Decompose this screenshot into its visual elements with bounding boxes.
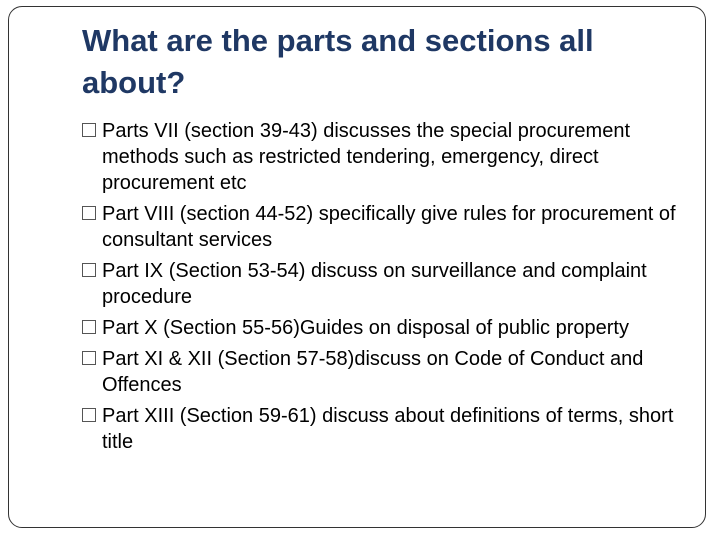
list-item [82, 403, 682, 455]
bullet-text: Part XIII (Section 59-61) discuss about definitions of terms, short title [102, 405, 674, 453]
bullet-list [82, 118, 682, 460]
bullet-text: Part XI & XII (Section 57-58)discuss on Code of Conduct and Offences [102, 348, 644, 396]
square-bullet-icon [82, 263, 96, 277]
square-bullet-icon [82, 320, 96, 334]
list-item [82, 258, 682, 310]
square-bullet-icon [82, 123, 96, 137]
bullet-text: Part X (Section 55-56)Guides on disposal of public property [102, 317, 629, 339]
bullet-text: Part IX (Section 53-54) discuss on surveillance and complaint procedure [102, 260, 647, 308]
list-item [82, 346, 682, 398]
square-bullet-icon [82, 351, 96, 365]
list-item [82, 315, 682, 341]
bullet-text: Part VIII (section 44-52) specifically give rules for procurement of consultant services [102, 203, 676, 251]
slide-title: What are the parts and sections all about? [82, 23, 594, 100]
square-bullet-icon [82, 206, 96, 220]
list-item [82, 201, 682, 253]
square-bullet-icon [82, 408, 96, 422]
list-item [82, 118, 682, 196]
bullet-text: Parts VII (section 39-43) discusses the special procurement methods such as restricted tendering, emergency, direct procurement etc [102, 120, 631, 194]
